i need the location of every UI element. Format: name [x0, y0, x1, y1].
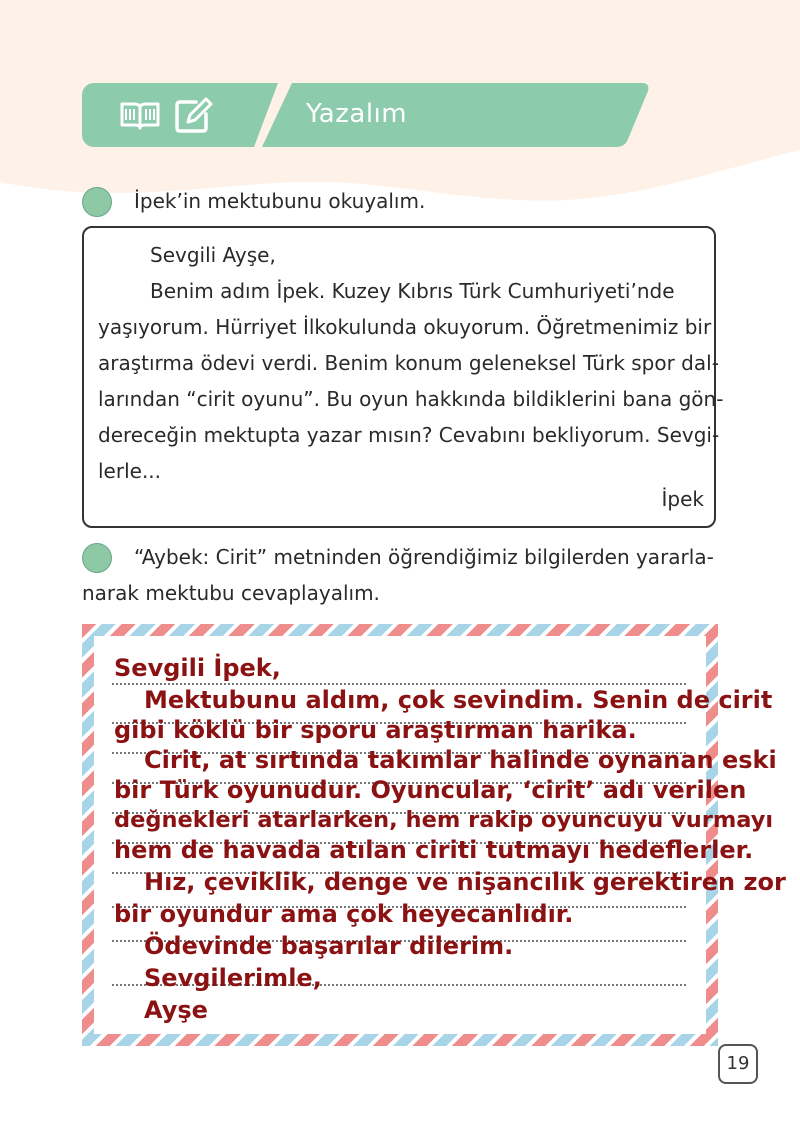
- answer-closing: Sevgilerimle,: [144, 964, 322, 992]
- letter-line: larından “cirit oyunu”. Bu oyun hakkında bildiklerini bana gön-: [98, 387, 724, 411]
- letter-signature: İpek: [661, 487, 704, 511]
- letter-line: araştırma ödevi verdi. Benim konum geleneksel Türk spor dal-: [98, 351, 719, 375]
- letter-line: Benim adım İpek. Kuzey Kıbrıs Türk Cumhuriyeti’nde: [150, 279, 675, 303]
- letter-greeting: Sevgili Ayşe,: [150, 243, 276, 267]
- answer-line: Hız, çeviklik, denge ve nişancılık gerektiren zor: [144, 868, 786, 896]
- page-number: 19: [718, 1044, 758, 1084]
- answer-line: Ödevinde başarılar dilerim.: [144, 932, 514, 960]
- instruction-read-letter: İpek’in mektubunu okuyalım.: [134, 189, 426, 213]
- answer-line: Cirit, at sırtında takımlar halinde oynanan eski: [144, 746, 777, 774]
- instruction-answer-line-1: “Aybek: Cirit” metninden öğrendiğimiz bilgilerden yararla-: [134, 545, 714, 569]
- letter-line: dereceğin mektupta yazar mısın? Cevabını bekliyorum. Sevgi-: [98, 423, 720, 447]
- answer-line: hem de havada atılan ciriti tutmayı hedeflerler.: [114, 836, 754, 864]
- letter-line: yaşıyorum. Hürriyet İlkokulunda okuyorum. Öğretmenimiz bir: [98, 315, 712, 339]
- edit-icon: [174, 96, 214, 134]
- letter-line: lerle...: [98, 459, 162, 483]
- answer-signature: Ayşe: [144, 996, 208, 1024]
- instruction-answer-line-2: narak mektubu cevaplayalım.: [82, 581, 380, 605]
- book-icon: [118, 98, 162, 132]
- section-title: Yazalım: [306, 99, 408, 129]
- answer-line: değnekleri atarlarken, hem rakip oyuncuyu vurmayı: [114, 807, 774, 833]
- answer-line: bir Türk oyunudur. Oyuncular, ‘cirit’ adı verilen: [114, 776, 747, 804]
- bullet-icon: [82, 543, 112, 573]
- bullet-icon: [82, 187, 112, 217]
- answer-line: bir oyundur ama çok heyecanlıdır.: [114, 900, 574, 928]
- answer-line: gibi köklü bir sporu araştırman harika.: [114, 716, 637, 744]
- answer-line: Mektubunu aldım, çok sevindim. Senin de cirit: [144, 686, 773, 714]
- answer-greeting: Sevgili İpek,: [114, 654, 281, 682]
